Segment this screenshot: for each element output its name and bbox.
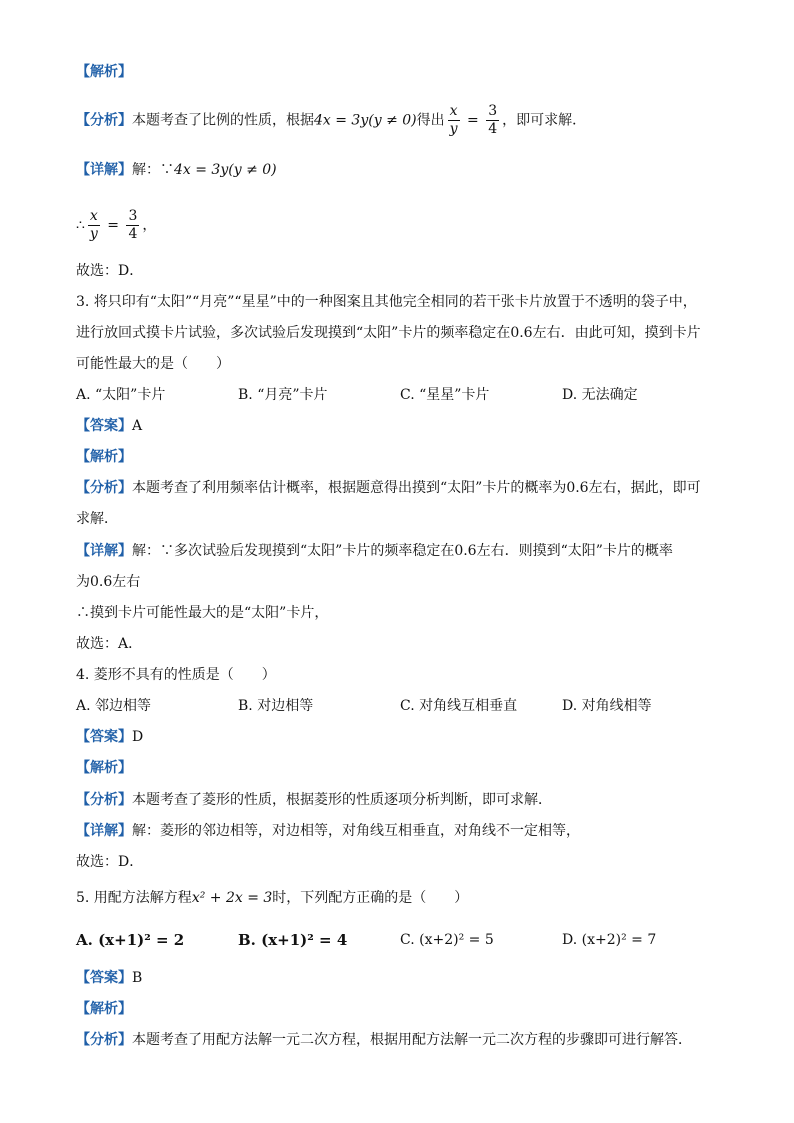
q3-answer-line: 【答案】A bbox=[76, 418, 143, 434]
q4-detail: 【详解】解：菱形的邻边相等，对边相等，对角线互相垂直，对角线不一定相等， bbox=[76, 823, 580, 839]
q2-detail-prefix: 解：∵ bbox=[132, 162, 174, 178]
q5-equation: x² + 2x = 3 bbox=[191, 890, 273, 906]
q3-option-b: B. “月亮”卡片 bbox=[238, 387, 328, 403]
fenxi-label: 【分析】 bbox=[76, 112, 132, 129]
q4-answer-line: 【答案】D bbox=[76, 729, 144, 745]
q4-option-b: B. 对边相等 bbox=[238, 698, 314, 714]
q3-stem-line2: 进行放回式摸卡片试验，多次试验后发现摸到“太阳”卡片的频率稳定在0.6左右．由此可知，摸到卡片 bbox=[76, 325, 701, 341]
q4-result: 故选：D． bbox=[76, 854, 144, 870]
q5-answer: B bbox=[132, 970, 143, 986]
q4-fenxi: 【分析】本题考查了菱形的性质，根据菱形的性质逐项分析判断，即可求解． bbox=[76, 792, 552, 808]
q2-fraction-xy: $\frac{x}{y}$ bbox=[449, 103, 458, 137]
jiexi-label: 【解析】 bbox=[76, 64, 132, 80]
q4-answer: D bbox=[132, 729, 144, 745]
q5-option-a: A. (x+1)² = 2 bbox=[76, 931, 185, 949]
q5-option-b: B. (x+1)² = 4 bbox=[238, 931, 348, 949]
q2-fenxi-text-a: 本题考查了比例的性质，根据 bbox=[132, 112, 314, 129]
q5-jiexi-label: 【解析】 bbox=[76, 1001, 132, 1017]
q2-therefore-frac-xy: $\frac{x}{y}$ bbox=[89, 208, 98, 242]
q2-therefore-frac-34: $\frac{3}{4}$ bbox=[128, 208, 138, 242]
q2-analysis-line: 【分析】本题考查了比例的性质，根据4x = 3y(y ≠ 0)得出 $\frac{x}{y}$ = $\frac{3}{4}$ ，即可求解． bbox=[76, 103, 587, 137]
q3-fenxi-line1: 【分析】本题考查了利用频率估计概率，根据题意得出摸到“太阳”卡片的概率为0.6左右，据此，即可 bbox=[76, 480, 701, 496]
q4-option-c: C. 对角线互相垂直 bbox=[400, 698, 518, 714]
therefore-symbol: ∴ bbox=[76, 217, 85, 234]
q2-detail-line bbox=[76, 160, 277, 180]
q4-option-a: A. 邻边相等 bbox=[76, 698, 152, 714]
q4-stem: 4. 菱形不具有的性质是（ ） bbox=[76, 667, 276, 683]
q3-jiexi-label: 【解析】 bbox=[76, 449, 132, 465]
q3-detail-line2: 为0.6左右 bbox=[76, 574, 141, 590]
q3-option-c: C. “星星”卡片 bbox=[400, 387, 490, 403]
q3-option-a: A. “太阳”卡片 bbox=[76, 387, 166, 403]
q5-option-c: C. (x+2)² = 5 bbox=[400, 932, 494, 948]
q2-fraction-34: $\frac{3}{4}$ bbox=[488, 103, 498, 137]
q3-stem-line1: 3. 将只印有“太阳”“月亮”“星星”中的一种图案且其他完全相同的若干张卡片放置于不透明的袋子中， bbox=[76, 294, 697, 310]
q3-detail-line3: ∴摸到卡片可能性最大的是“太阳”卡片， bbox=[76, 605, 329, 621]
q3-detail-line1: 【详解】解：∵多次试验后发现摸到“太阳”卡片的频率稳定在0.6左右．则摸到“太阳”卡片的概率 bbox=[76, 543, 673, 559]
q5-option-d: D. (x+2)² = 7 bbox=[562, 932, 657, 948]
q5-stem: 5. 用配方法解方程x² + 2x = 3时，下列配方正确的是（ ） bbox=[76, 890, 469, 906]
q2-eq1: 4x = 3y(y ≠ 0) bbox=[314, 112, 417, 129]
q2-fenxi-text-b: 得出 bbox=[416, 112, 445, 129]
q3-option-d: D. 无法确定 bbox=[562, 387, 638, 403]
q5-fenxi: 【分析】本题考查了用配方法解一元二次方程，根据用配方法解一元二次方程的步骤即可进行解答． bbox=[76, 1032, 692, 1048]
q3-result: 故选：A． bbox=[76, 636, 143, 652]
q2-fenxi-text-c: ，即可求解． bbox=[502, 112, 587, 129]
q4-jiexi-label: 【解析】 bbox=[76, 760, 132, 776]
xiangjie-label: 【详解】 bbox=[76, 162, 132, 178]
q2-result: 故选：D． bbox=[76, 263, 144, 279]
q5-answer-line: 【答案】B bbox=[76, 970, 143, 986]
q3-stem-line3: 可能性最大的是（ ） bbox=[76, 356, 230, 372]
q2-therefore-line: ∴ $\frac{x}{y}$ = $\frac{3}{4}$ ， bbox=[76, 208, 157, 242]
q4-option-d: D. 对角线相等 bbox=[562, 698, 652, 714]
q3-answer: A bbox=[132, 418, 143, 434]
q3-fenxi-line2: 求解． bbox=[76, 511, 118, 527]
q2-detail-eq: 4x = 3y(y ≠ 0) bbox=[174, 162, 277, 178]
